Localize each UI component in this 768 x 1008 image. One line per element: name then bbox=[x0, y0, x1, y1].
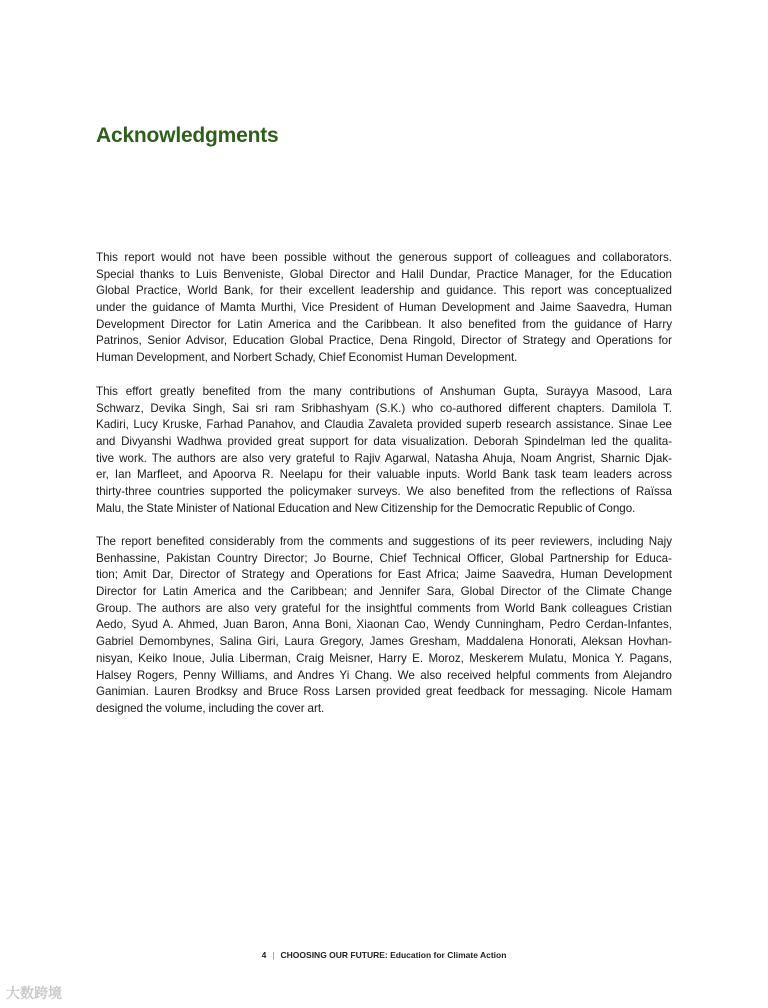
text-line: Human Development, and Norbert Schady, Chief Economist Human Development. bbox=[96, 351, 518, 365]
paragraph-3 bbox=[96, 534, 672, 718]
page-footer bbox=[0, 950, 768, 960]
text-line: Kadiri, Lucy Kruske, Farhad Panahov, and Claudia Zavaleta provided superb research assistance. Sinae Lee bbox=[96, 418, 672, 432]
paragraph-2 bbox=[96, 384, 672, 518]
text-line: Group. The authors are also very grateful for the insightful comments from World Bank colleagues Cristian bbox=[96, 601, 672, 615]
text-line: Ganimian. Lauren Brodksy and Bruce Ross Larsen provided great feedback for messaging. Nicole Hamam bbox=[96, 685, 672, 699]
paragraph-1 bbox=[96, 250, 672, 367]
footer-separator: | bbox=[272, 950, 275, 960]
page-title: Acknowledgments bbox=[96, 124, 279, 148]
text-line: tive work. The authors are also very grateful to Rajiv Agarwal, Natasha Ahuja, Noam Angrist, Sharnic Djak- bbox=[96, 451, 672, 465]
text-line: This report would not have been possible without the generous support of colleagues and collaborators. bbox=[96, 251, 672, 264]
text-line: Development Director for Latin America and the Caribbean. It also benefited from the guidance of Harry bbox=[96, 317, 672, 331]
text-line: Global Practice, World Bank, for their excellent leadership and guidance. This report was conceptualized bbox=[96, 284, 672, 298]
text-line: Special thanks to Luis Benveniste, Global Director and Halil Dundar, Practice Manager, for the Education bbox=[96, 267, 672, 281]
text-line: Patrinos, Senior Advisor, Education Global Practice, Dena Ringold, Director of Strategy and Operations for bbox=[96, 334, 672, 348]
text-line: and Divyanshi Wadhwa provided great support for data visualization. Deborah Spindelman led the qualita- bbox=[96, 435, 672, 449]
text-line: Gabriel Demombynes, Salina Giri, Laura Gregory, James Gresham, Maddalena Honorati, Aleksan Hovhan- bbox=[96, 635, 672, 649]
text-line: thirty-three countries supported the policymaker surveys. We also benefited from the reflections of Raïssa bbox=[96, 485, 672, 499]
text-line: nisyan, Keiko Inoue, Julia Liberman, Craig Meisner, Harry E. Moroz, Meskerem Mulatu, Monica Y. Pagans, bbox=[96, 651, 672, 665]
text-line: This effort greatly benefited from the many contributions of Anshuman Gupta, Surayya Masood, Lara bbox=[96, 385, 672, 398]
text-line: Benhassine, Pakistan Country Director; Jo Bourne, Chief Technical Officer, Global Partnership for Educa- bbox=[96, 551, 672, 565]
text-line: under the guidance of Mamta Murthi, Vice President of Human Development and Jaime Saavedra, Human bbox=[96, 301, 672, 315]
text-line: Aedo, Syud A. Ahmed, Juan Baron, Anna Boni, Xiaonan Cao, Wendy Cunningham, Pedro Cerdan-Infantes, bbox=[96, 618, 672, 632]
text-line: tion; Amit Dar, Director of Strategy and Operations for East Africa; Jaime Saavedra, Human Development bbox=[96, 568, 672, 582]
publication-title: CHOOSING OUR FUTURE: Education for Climate Action bbox=[280, 950, 507, 960]
watermark: 大数跨境 bbox=[6, 985, 62, 1001]
text-line: Director for Latin America and the Caribbean; and Jennifer Sara, Global Director of the Climate Change bbox=[96, 585, 672, 599]
text-line: er, Ian Marfleet, and Apoorva R. Neelapu for their valuable inputs. World Bank task team leaders across bbox=[96, 468, 672, 482]
text-line: designed the volume, including the cover art. bbox=[96, 701, 325, 715]
page-number: 4 bbox=[261, 950, 267, 960]
text-line: Schwarz, Devika Singh, Sai sri ram Sribhashyam (S.K.) who co-authored different chapters. Damilola T. bbox=[96, 401, 672, 415]
text-line: Halsey Rogers, Penny Williams, and Andres Yi Chang. We also received helpful comments from Alejandro bbox=[96, 668, 672, 682]
text-line: The report benefited considerably from the comments and suggestions of its peer reviewers, including Najy bbox=[96, 535, 672, 548]
text-line: Malu, the State Minister of National Education and New Citizenship for the Democratic Republic of Congo. bbox=[96, 501, 636, 515]
